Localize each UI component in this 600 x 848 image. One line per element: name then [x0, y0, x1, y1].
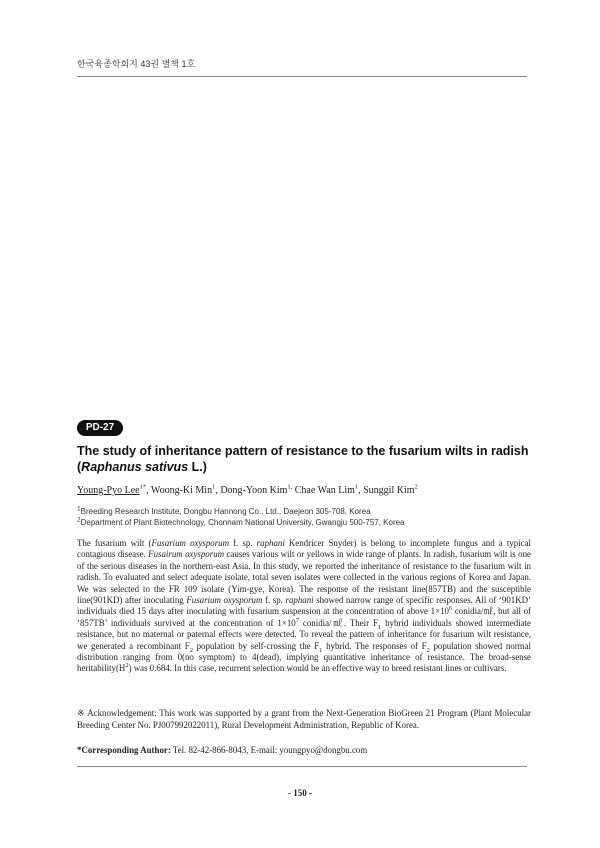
abstract-text: causes various wilt or yellows in wide range of plants. In radish, fusarium wilt is one of the serious diseases in the northern-east Asia. In this study, we reported the inheritance of resistance to the fusarium wilt in radish. To evaluated and select adequate isolate, total seven isolates were collected in the various regions of Korea and Japan. We was selected to the FR 109 isolate (Yim-gye, Korea). The response of the resistant line(857TB) and the susceptible line(901KD) after inoculating	[77, 549, 531, 606]
affiliation-1-num: 1	[77, 505, 81, 513]
abstract-italic: Fusarium oxysporum	[186, 595, 263, 606]
abstract-sub: 1	[377, 623, 382, 631]
abstract-text: showed narrow range of specific responses. All of ‘901KD’ individuals died 15 days after inoculating with fusarium suspension at the concentration of above 1×10	[77, 595, 531, 617]
abstract-text: conidia/㎖. Their F	[298, 617, 378, 628]
poster-id-badge: PD-27	[77, 420, 123, 436]
author-5: , Sunggil Kim	[358, 485, 415, 496]
affiliation-list	[77, 506, 537, 528]
title-close: L.)	[188, 460, 207, 474]
author-3: , Dong-Yoon Kim	[215, 485, 288, 496]
abstract-italic: Fusairum oxysporum	[148, 549, 225, 560]
abstract-italic: raphani	[256, 538, 285, 548]
abstract-sup: 6	[448, 605, 453, 613]
author-list	[77, 484, 537, 497]
author-3-sup: 1,	[287, 483, 293, 491]
page-number: - 150 -	[288, 788, 312, 798]
affiliation-1-text: Breeding Research Institute, Dongbu Hannong Co., Ltd., Daejeon 305-708, Korea	[80, 507, 371, 516]
header-divider	[77, 76, 527, 77]
author-2-sup: 1	[212, 483, 216, 491]
abstract-text: ) was 0.684. In this case, recurrent selection would be an effective way to breed resistant lines or cultivars.	[128, 663, 507, 674]
acknowledgement: ※ Acknowledgement: This work was supported by a grant from the Next-Generation BioGreen 21 Program (Plant Molecular Breeding Center No. PJ007992022011), Rural Development Administration, Republic of Korea.	[77, 708, 531, 730]
abstract-text: population by self-crossing the F	[192, 640, 320, 651]
author-2: , Woong-Ki Min	[146, 485, 213, 496]
abstract-italic: Fusarium oxysporum	[151, 538, 230, 548]
abstract-text: The fusarium wilt (	[77, 538, 152, 548]
author-4-sup: 1	[354, 483, 359, 491]
abstract-text: f. sp.	[229, 538, 257, 548]
author-4: Chae Wan Lim	[292, 485, 355, 496]
affiliation-2	[77, 517, 537, 528]
author-5-sup: 2	[414, 483, 418, 491]
abstract-sub: 2	[189, 646, 193, 654]
corresponding-contact: Tel. 82-42-866-8043, E-mail: youngpyo@dongbu.com	[170, 745, 368, 755]
abstract-text: conidia/㎖, but all of ‘857TB’ individuals survived at the concentration of 1×10	[77, 606, 531, 628]
title-species: Raphanus sativus	[81, 460, 189, 474]
abstract-sup: 2	[125, 662, 129, 670]
abstract-sub: 1	[319, 646, 323, 654]
affiliation-2-text: Department of Plant Biotechnology, Chonnam National University, Gwangju 500-757, Korea	[80, 518, 405, 527]
abstract-italic: raphani	[285, 595, 314, 606]
abstract-text: population showed normal distribution ranging from 0(no symptom) to 4(dead), implying quantitative inheritance of resistance. The broad-sense heritability(H	[77, 640, 531, 674]
affiliation-2-num: 2	[77, 516, 81, 524]
author-1: Young-Pyo Lee	[77, 485, 140, 496]
journal-header: 한국육종학회지 43권 별책 1호	[77, 59, 196, 69]
abstract-text: hybrid individuals showed intermediate resistance, but no maternal or paternal effects were detected. To reveal the pattern of inheritance for fusarium wilt resistance, we generated a recombinant F	[77, 617, 531, 651]
abstract-text: Kendricer Snyder) is belong to incomplete fungus and a typical contagious disease.	[77, 538, 531, 560]
footer-divider	[77, 766, 527, 767]
corresponding-label: *Corresponding Author:	[77, 745, 171, 755]
author-1-sup: 1*	[139, 483, 147, 491]
title-line1: The study of inheritance pattern of resistance to the fusarium wilts in radish	[77, 444, 529, 458]
abstract	[77, 538, 531, 675]
title-open-paren: (	[77, 460, 82, 474]
paper-title	[77, 443, 537, 475]
abstract-text: f. sp.	[262, 595, 286, 606]
corresponding-author	[77, 744, 531, 756]
abstract-text: hybrid. The responses of F	[322, 640, 427, 651]
abstract-sub: 2	[426, 646, 430, 654]
abstract-sup: 7	[295, 616, 299, 624]
affiliation-1	[77, 506, 537, 517]
